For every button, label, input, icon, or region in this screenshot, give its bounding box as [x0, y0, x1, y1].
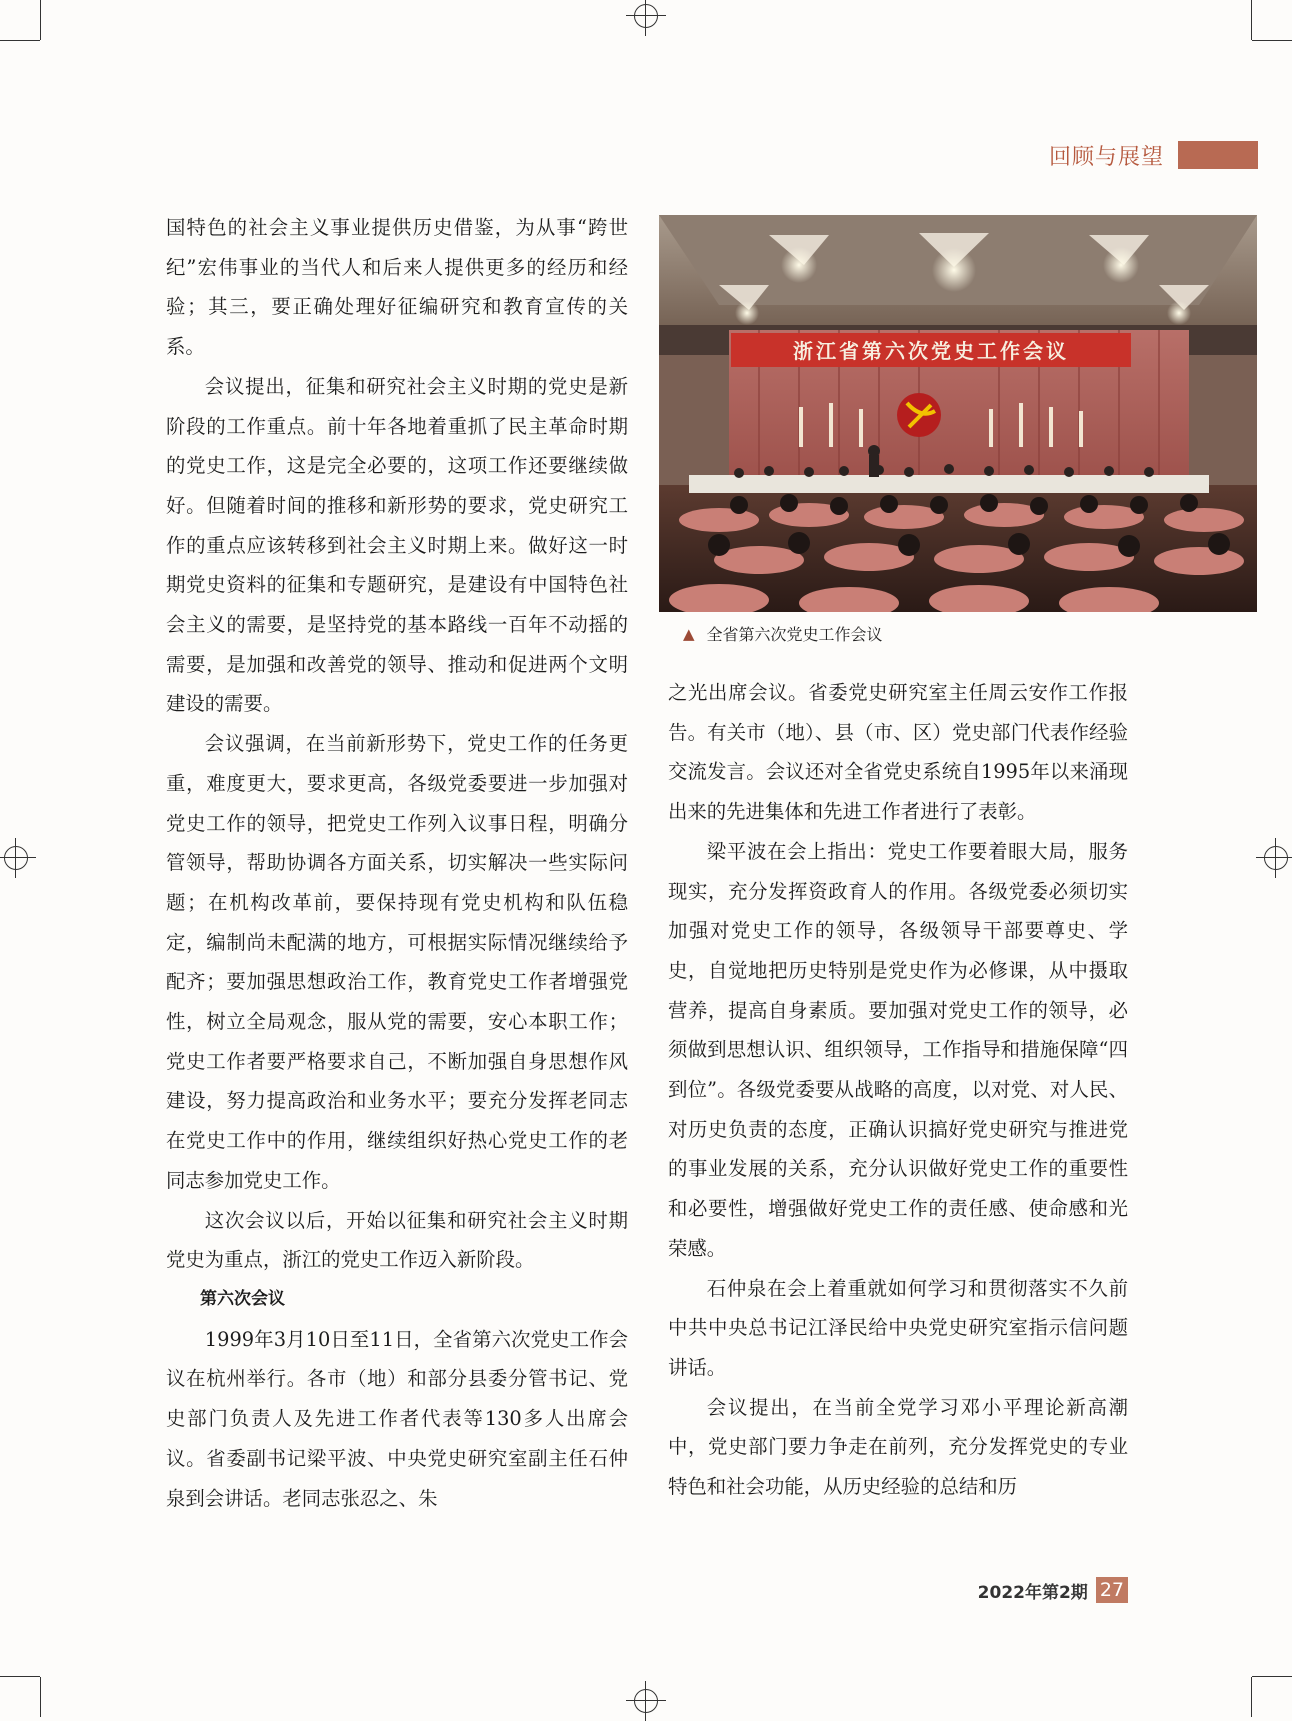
paragraph: 之光出席会议。省委党史研究室主任周云安作工作报告。有关市（地）、县（市、区）党史部门代表作经验交流发言。会议还对全省党史系统自1995年以来涌现出来的先进集体和先进工作者进行了表彰。	[668, 681, 1128, 824]
crop-mark	[0, 40, 40, 41]
crop-mark	[1252, 1676, 1292, 1677]
paragraph: 会议提出，征集和研究社会主义时期的党史是新阶段的工作重点。前十年各地着重抓了民主革命时期的党史工作，这是完全必要的，这项工作还要继续做好。但随着时间的推移和新形势的要求，党史研究工作的重点应该转移到社会主义时期上来。做好这一时期党史资料的征集和专题研究，是建设有中国特色社会主义的需要，是坚持党的基本路线一百年不动摇的需要，是加强和改善党的领导、推动和促进两个文明建设的需要。	[166, 374, 628, 716]
registration-mark	[626, 1681, 666, 1721]
page-number: 27	[1096, 1577, 1128, 1603]
caption-text: 全省第六次党史工作会议	[706, 625, 883, 644]
right-column	[668, 673, 1128, 1507]
registration-mark	[0, 838, 36, 878]
registration-mark	[626, 0, 666, 36]
paragraph: 这次会议以后，开始以征集和研究社会主义时期党史为重点，浙江的党史工作迈入新阶段。	[166, 1208, 628, 1272]
paragraph: 1999年3月10日至11日，全省第六次党史工作会议在杭州举行。各市（地）和部分县委分管书记、党史部门负责人及先进工作者代表等130多人出席会议。省委副书记梁平波、中央党史研究室副主任石仲泉到会讲话。老同志张忍之、朱	[166, 1327, 628, 1510]
crop-mark	[1251, 1677, 1252, 1717]
paragraph: 国特色的社会主义事业提供历史借鉴，为从事“跨世纪”宏伟事业的当代人和后来人提供更多的经历和经验；其三，要正确处理好征编研究和教育宣传的关系。	[166, 216, 628, 359]
banner-text: 浙江省第六次党史工作会议	[793, 339, 1069, 363]
crop-mark	[0, 1676, 40, 1677]
paragraph: 会议强调，在当前新形势下，党史工作的任务更重，难度更大，要求更高，各级党委要进一步加强对党史工作的领导，把党史工作列入议事日程，明确分管领导，帮助协调各方面关系，切实解决一些实际问题；在机构改革前，要保持现有党史机构和队伍稳定，编制尚未配满的地方，可根据实际情况继续给予配齐；要加强思想政治工作，教育党史工作者增强党性，树立全局观念，服从党的需要，安心本职工作；党史工作者要严格要求自己，不断加强自身思想作风建设，努力提高政治和业务水平；要充分发挥老同志在党史工作中的作用，继续组织好热心党史工作的老同志参加党史工作。	[166, 732, 628, 1192]
subheading: 第六次会议	[200, 1288, 285, 1309]
page-footer	[978, 1577, 1128, 1603]
paragraph: 梁平波在会上指出：党史工作要着眼大局，服务现实，充分发挥资政育人的作用。各级党委必须切实加强对党史工作的领导，各级领导干部要尊史、学史，自觉地把历史特别是党史作为必修课，从中摄取营养，提高自身素质。要加强对党史工作的领导，必须做到思想认识、组织领导，工作指导和措施保障“四到位”。各级党委要从战略的高度，以对党、对人民、对历史负责的态度，正确认识搞好党史研究与推进党的事业发展的关系，充分认识做好党史工作的重要性和必要性，增强做好党史工作的责任感、使命感和光荣感。	[668, 839, 1128, 1260]
section-header	[1049, 141, 1258, 169]
crop-mark	[1252, 40, 1292, 41]
left-column	[166, 208, 628, 1518]
section-label: 回顾与展望	[1048, 144, 1164, 170]
registration-mark	[1256, 838, 1292, 878]
photo-caption	[683, 622, 883, 645]
issue-label: 2022年第2期	[977, 1582, 1088, 1603]
section-bar	[1178, 141, 1258, 169]
crop-mark	[1251, 0, 1252, 40]
paragraph: 会议提出，在当前全党学习邓小平理论新高潮中，党史部门要力争走在前列，充分发挥党史的专业特色和社会功能，从历史经验的总结和历	[668, 1395, 1128, 1499]
crop-mark	[40, 1677, 41, 1717]
conference-photo	[659, 215, 1257, 612]
crop-mark	[40, 0, 41, 40]
conference-photo-illustration	[659, 215, 1257, 612]
triangle-icon: ▲	[683, 624, 695, 643]
paragraph: 石仲泉在会上着重就如何学习和贯彻落实不久前中共中央总书记江泽民给中央党史研究室指示信问题讲话。	[668, 1276, 1128, 1379]
